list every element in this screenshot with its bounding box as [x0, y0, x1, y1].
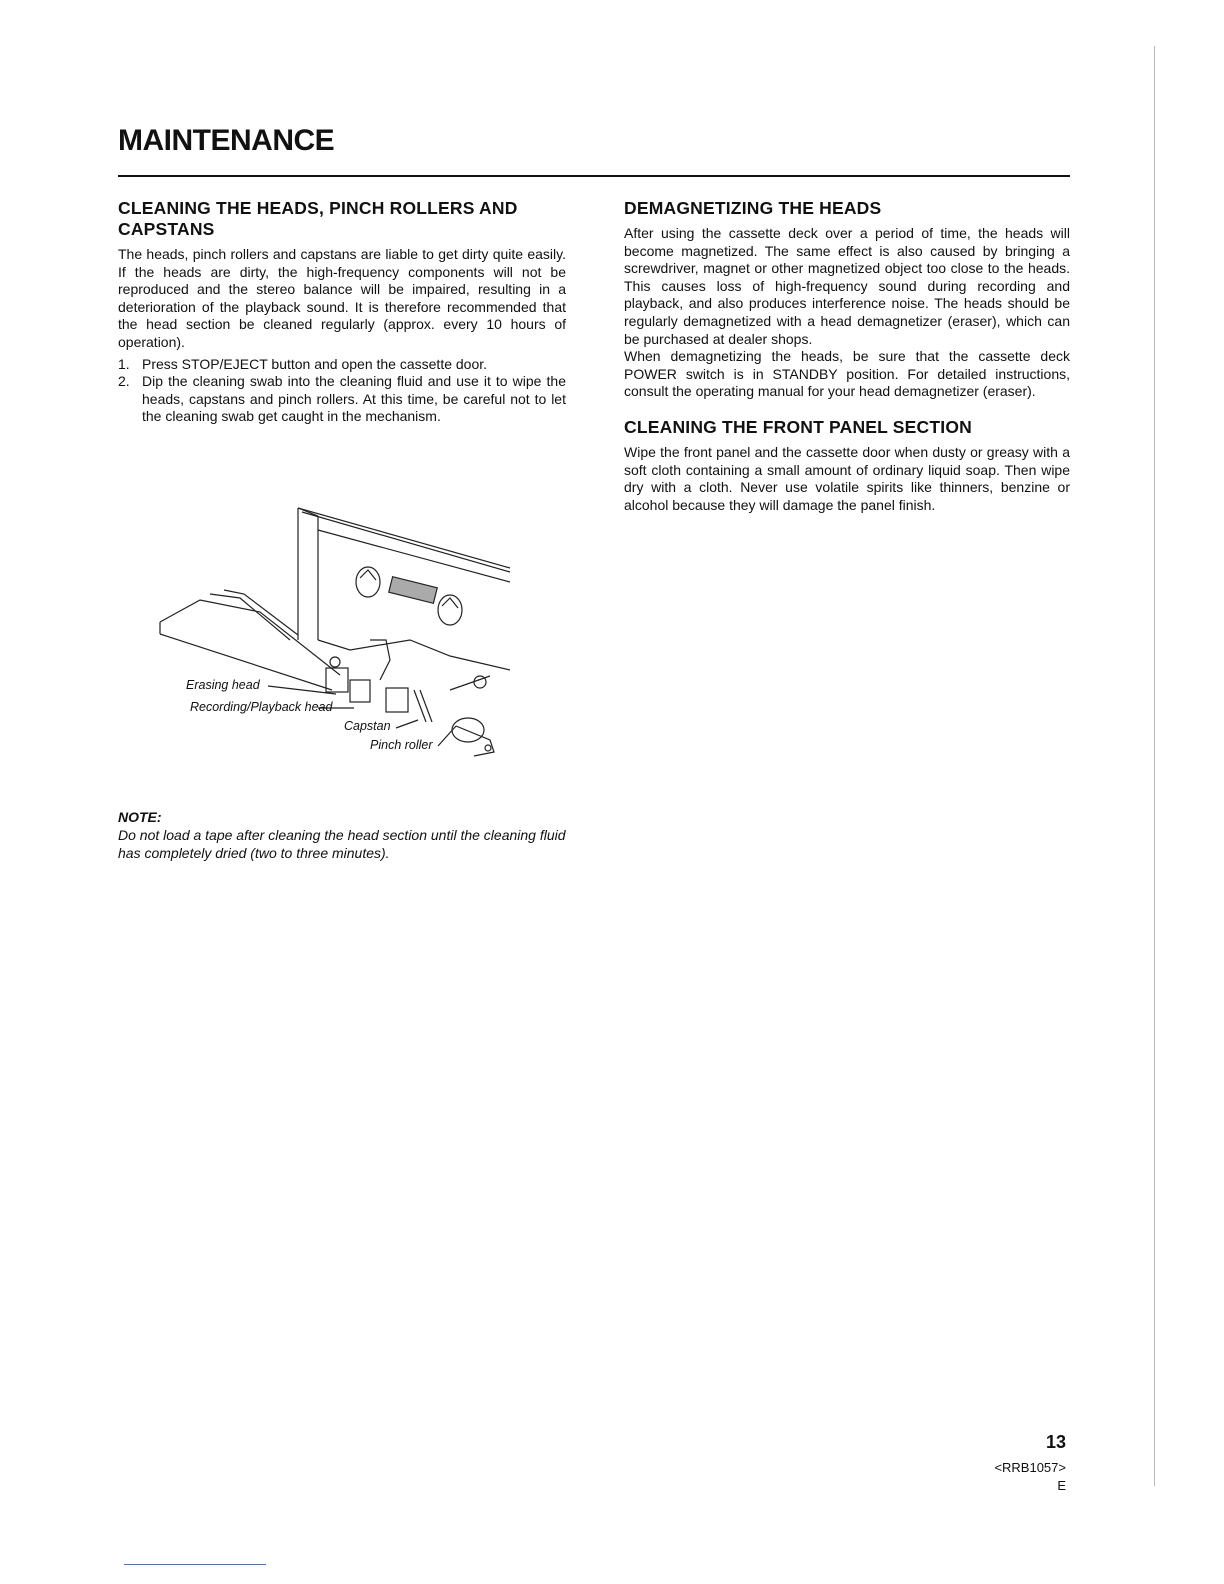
left-column — [118, 198, 566, 426]
capstan-label: Capstan — [344, 719, 391, 733]
right-column — [624, 198, 1070, 514]
cleaning-steps — [118, 356, 566, 426]
step-number: 2. — [118, 373, 130, 390]
front-panel-heading: CLEANING THE FRONT PANEL SECTION — [624, 416, 972, 437]
title-rule — [118, 175, 1070, 177]
step-number: 1. — [118, 355, 130, 372]
rec-play-head-label: Recording/Playback head — [190, 700, 333, 714]
demagnetizing-paragraph-1: After using the cassette deck over a period of time, the heads will become magnetized. The same effect is also caused by bringing a screwdriver, magnet or other magnetized object too close to the heads. This causes loss of high-frequency sound during recording and playback, and also produces interference noise. The heads should be regularly demagnetized with a head demagnetizer (eraser), which can be purchased at dealer shops. — [624, 225, 1070, 347]
language-code: E — [1057, 1478, 1066, 1493]
note-text: Do not load a tape after cleaning the head section until the cleaning fluid has completely dried (two to three minutes). — [118, 827, 566, 861]
list-item — [118, 373, 566, 426]
demagnetizing-heading: DEMAGNETIZING THE HEADS — [624, 198, 882, 218]
step-text: Dip the cleaning swab into the cleaning fluid and use it to wipe the heads, capstans and pinch rollers. At this time, be careful not to let the cleaning swab get caught in the mechanism. — [142, 373, 566, 425]
note-heading: NOTE: — [118, 809, 162, 825]
scan-edge-line — [1154, 46, 1155, 1486]
cleaning-heads-heading: CLEANING THE HEADS, PINCH ROLLERS AND CAPSTANS — [118, 198, 518, 239]
front-panel-paragraph: Wipe the front panel and the cassette door when dusty or greasy with a soft cloth containing a small amount of ordinary liquid soap. Then wipe dry with a cloth. Never use volatile spirits like thinners, benzine or alcohol because they will damage the panel finish. — [624, 443, 1070, 513]
demagnetizing-paragraph-2: When demagnetizing the heads, be sure that the cassette deck POWER switch is in STANDBY position. For detailed instructions, consult the operating manual for your head demagnetizer (eraser). — [624, 348, 1070, 400]
document-code: <RRB1057> — [994, 1460, 1066, 1475]
cassette-mechanism-drawing — [150, 490, 530, 770]
pinch-roller-label: Pinch roller — [370, 738, 433, 752]
cleaning-note — [118, 808, 570, 862]
head-cleaning-illustration — [150, 490, 530, 770]
list-item — [118, 356, 566, 374]
page-number: 13 — [1045, 1432, 1066, 1452]
erasing-head-label: Erasing head — [186, 678, 260, 692]
step-text: Press STOP/EJECT button and open the cassette door. — [142, 355, 488, 372]
scan-underline — [124, 1564, 266, 1565]
cleaning-heads-intro: The heads, pinch rollers and capstans are liable to get dirty quite easily. If the heads are dirty, the high-frequency components will not be reproduced and the stereo balance will be impaired, resulting in a deterioration of the playback sound. It is therefore recommended that the head section be cleaned regularly (approx. every 10 hours of operation). — [118, 246, 566, 350]
page-title: MAINTENANCE — [118, 124, 335, 157]
